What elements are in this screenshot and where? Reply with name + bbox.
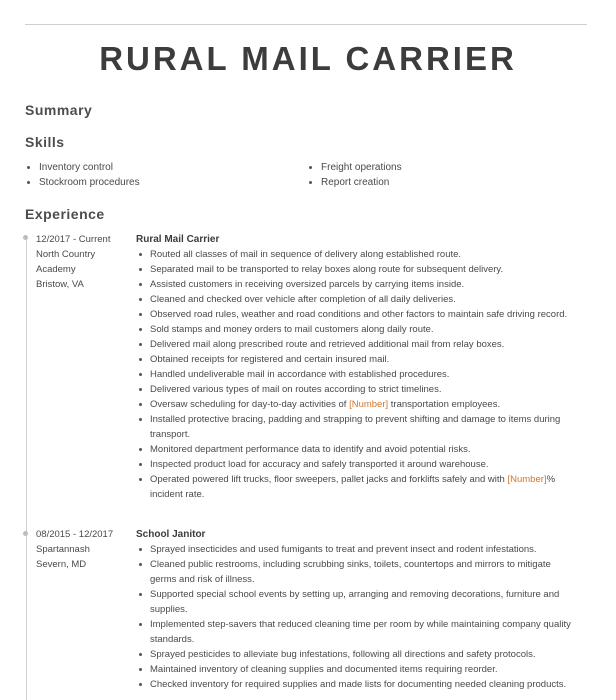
skill-item: Inventory control xyxy=(25,160,140,175)
list-item: Sprayed pesticides to alleviate bug infestations, following all directions and safety protocols. xyxy=(136,647,576,662)
list-item: Supported special school events by setting up, arranging and removing decorations, furniture and supplies. xyxy=(136,587,576,617)
timeline-line xyxy=(26,236,27,700)
job-location: Severn, MD xyxy=(36,559,87,570)
placeholder-number: [Number] xyxy=(507,474,547,485)
experience-heading: Experience xyxy=(25,206,105,222)
job-dates: 08/2015 - 12/2017 xyxy=(36,529,114,540)
job-company: Academy xyxy=(36,264,76,275)
job-company: Spartannash xyxy=(36,544,90,555)
list-item: Inspected product load for accuracy and safely transported it around warehouse. xyxy=(136,457,576,472)
timeline-dot xyxy=(23,235,28,240)
list-item: Sprayed insecticides and used fumigants to treat and prevent insect and rodent infestations. xyxy=(136,542,576,557)
placeholder-number: [Number] xyxy=(349,399,389,410)
job-dates: 12/2017 - Current xyxy=(36,234,111,245)
job-bullets xyxy=(136,542,576,692)
skill-item: Freight operations xyxy=(307,160,402,175)
list-item: Installed protective bracing, padding and strapping to prevent shifting and damage to items during transport. xyxy=(136,412,576,442)
list-item: Separated mail to be transported to relay boxes along route for subsequent delivery. xyxy=(136,262,576,277)
list-item: Obtained receipts for registered and certain insured mail. xyxy=(136,352,576,367)
list-item: Delivered mail along prescribed route and retrieved additional mail from relay boxes. xyxy=(136,337,576,352)
list-item: Sold stamps and money orders to mail customers along daily route. xyxy=(136,322,576,337)
job-meta xyxy=(36,527,131,572)
list-item: Delivered various types of mail on routes according to strict timelines. xyxy=(136,382,576,397)
list-item: Cleaned public restrooms, including scrubbing sinks, toilets, countertops and mirrors to mitigate germs and risk of illness. xyxy=(136,557,576,587)
summary-heading: Summary xyxy=(25,102,93,118)
job-company: North Country xyxy=(36,249,96,260)
job-title: School Janitor xyxy=(136,529,206,540)
list-item: Maintained inventory of cleaning supplies and documented items requiring reorder. xyxy=(136,662,576,677)
list-item: Cleaned and checked over vehicle after completion of all daily deliveries. xyxy=(136,292,576,307)
skill-item: Report creation xyxy=(307,175,402,190)
list-item: Checked inventory for required supplies and made lists for documenting needed cleaning products. xyxy=(136,677,576,692)
resume-name-heading: RURAL MAIL CARRIER xyxy=(99,40,517,77)
skills-heading: Skills xyxy=(25,134,65,150)
job-title: Rural Mail Carrier xyxy=(136,234,220,245)
top-divider xyxy=(25,24,587,25)
list-item: Assisted customers in receiving oversized parcels by carrying items inside. xyxy=(136,277,576,292)
list-item: Routed all classes of mail in sequence of delivery along established route. xyxy=(136,247,576,262)
list-item: Implemented step-savers that reduced cleaning time per room by while maintaining company quality standards. xyxy=(136,617,576,647)
timeline-dot xyxy=(23,531,28,536)
skill-item: Stockroom procedures xyxy=(25,175,140,190)
job-location: Bristow, VA xyxy=(36,279,84,290)
list-item: Oversaw scheduling for day-to-day activities of [Number] transportation employees. xyxy=(136,397,576,412)
list-item: Monitored department performance data to identify and avoid potential risks. xyxy=(136,442,576,457)
list-item: Handled undeliverable mail in accordance with established procedures. xyxy=(136,367,576,382)
job-bullets xyxy=(136,247,576,502)
skills-list-right xyxy=(307,160,402,190)
skills-list-left xyxy=(25,160,140,190)
list-item: Observed road rules, weather and road conditions and other factors to maintain safe driving record. xyxy=(136,307,576,322)
job-meta xyxy=(36,232,131,292)
list-item: Operated powered lift trucks, floor sweepers, pallet jacks and forklifts safely and with [Number]% incident rate. xyxy=(136,472,576,502)
